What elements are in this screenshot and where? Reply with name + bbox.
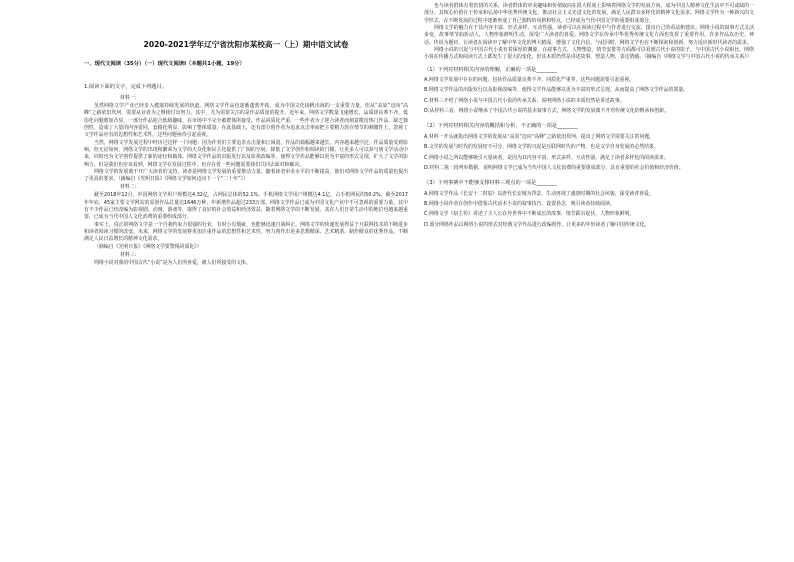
sub-question-1: （1）下列对材料相关内容的理解，正确的一项是________ <box>424 66 557 73</box>
option-b: B.网络小说作者在创作中借鉴古代话本小说的叙事技巧，设置悬念，吸引读者持续阅读。 <box>424 200 615 207</box>
material-3-paragraph: 网络文学的魅力在于其内容丰富、形式多样、互动性强，读者可以在阅读过程中与作者进行交流，提出自己的看法和建议。网络小说的叙事方式灵活多变，故事情节曲折动人，人物形象鲜明生动，深受广大读者的喜爱。网络文学在传承中华优秀传统文化方面也发挥了重要作用，许多作品以历史、神话、传说为题材，让读者在阅读中了解中华文化的博大精深，增强了文化自信。与此同时，网络文学也在不断探索和创新，努力适应新时代读者的需求。 <box>424 25 754 46</box>
option-d: D.从材料三看，网络小说继承了中国古代小说的基本叙事方式，网络文学的发展离不开对传统文化的继承和创新。 <box>424 108 669 115</box>
material-1-paragraph: 当然，网络文学发展过程中经历过这样一个问题：因为作者们主要追求点击量和订阅量，作品的篇幅越来越长，内容越来越空泛，作品质量受到影响。但无论如何，网络文学的出现和繁荣为文学的大众化和民主化提供了广阔的空间，降低了文学创作和阅读的门槛，让更多人可以参与到文学活动中来，同时也为文学创作提供了新的途径和载体。网络文学作品的出版发行以及影视改编等，使得文学作品能够以更为丰富的形式呈现，扩大了文学的影响力。但是我们也应该看到，网络文学在发展过程中，也存在着一些问题需要我们共同去面对和解决。 <box>84 139 408 168</box>
option-d: D.部分网络作品以网络小说的形式对经典文学作品进行改编创作，让更多的年轻读者了解中国传统文化。 <box>424 221 650 228</box>
material-1-paragraph: 网络文学的发展离不开广大读者的支持，读者是网络文学发展的重要推动力量。随着读者审美水平的不断提高，他们对网络文学作品的质量也提出了更高的要求。（摘编自《光明日报》《网络文学如何迈向下一个“二十年”》） <box>84 169 408 183</box>
sub-question-3: （3）下列事例中不能够支撑材料三观点的一项是________ <box>424 180 557 187</box>
option-a: A.网络文学作品《长安十二时辰》以唐代长安城为背景，生动再现了盛唐时期的社会风貌，深受读者喜爱。 <box>424 190 654 197</box>
option-a: A.材料一开头就指出网络文学的发展从“高原”迈向“高峰”之路依旧坎坷，提出了网络文学需要关注的问题。 <box>424 133 655 140</box>
exam-title: 2020-2021学年辽宁省沈阳市某校高一（上）期中语文试卷 <box>143 40 349 49</box>
material-2-paragraph: 截至2018年12月，中国网络文学用户规模达4.32亿，占网民总体的52.1%。手机网络文学用户规模达4.1亿，占手机网民的50.2%。截至2017年年底，45家主要文学网站的原创作品总量达1646万种，年新增作品超过233万部。网络文学作品已成为中国文化产业中不可忽视的重要力量，其中有不少作品已经改编为影视剧、动漫、游戏等，取得了良好的社会效益和经济效益。随着网络文学的不断发展，其在人们日常生活中的地位也越来越重要，已成为当代中国人文化消费的重要组成部分。 <box>84 192 408 221</box>
material-3-paragraph: 也与读者群体有着密切的关系，读者群体的审美趣味和价值取向在很大程度上影响着网络文学的发展方向。成为中国人精神文化生活中不可或缺的一部分。其核心价值在于传承和弘扬中华优秀传统文化，推动社会主义先进文化的发展，满足人民群众多样化的精神文化需求。网络文学作为一种新兴的文学形式，在不断发展的过程中逐渐形成了自己独特的风格和特点，已经成为当代中国文学的重要组成部分。 <box>424 3 754 24</box>
option-c: C.材料三介绍了网络小说与中国古代小说的传承关系，说明网络小说的本质仍然是讲述故事。 <box>424 97 625 104</box>
material-1-label: 材料一： <box>120 94 140 101</box>
right-column <box>424 0 754 232</box>
material-3-paragraph: 网络小说对我的中国古代“小说”是为人们所喜爱，被人们所接受的文体。 <box>94 260 251 267</box>
material-2-source: （摘编自《光明日报》《网络文学要警惕同质化》） <box>94 243 202 250</box>
left-column <box>84 0 408 268</box>
sub-question-2: （2）下列对材料相关内容的概括和分析，不正确的一项是________ <box>424 123 578 130</box>
option-b: B.网络文学作品的出版发行以及影视改编等，使得文学作品能够以更为丰富的形式呈现，从而提高了网络文学作品的质量。 <box>424 87 689 94</box>
option-c: C.网络文学《宿主传》讲述了主人公在异世界中不断成长的故事，情节跌宕起伏，人物形象鲜明。 <box>424 211 635 218</box>
material-3-label: 材料三： <box>120 251 140 258</box>
option-a: A.网络文学发展中存在的问题，包括作品质量良莠不齐、同质化严重等，这些问题需要引起重视。 <box>424 77 635 84</box>
option-b: B.文学的发展与时代的发展密不可分，网络文学的兴起是互联网时代的产物，也是文学自身发展的必然结果。 <box>424 144 659 151</box>
question-1: 1.阅读下面的文字，完成下列题目。 <box>84 84 167 91</box>
material-3-paragraph: 网络小说的兴起与中国古代小说有着深厚的渊源，在叙事方式、人物塑造、情节安排等方面都可以看到古代小说的影子。与中国古代小说相比，网络小说在传播方式和阅读方式上都发生了很大的变化，但其本质仍然是讲述故事、塑造人物、表达情感。（摘编自《网络文学与中国古代小说的传承关系》） <box>424 47 754 61</box>
option-c: C.网络小说之所以能够吸引大量读者，是因为其内容丰富、形式多样、互动性强，满足了读者多样化的阅读需求。 <box>424 154 669 161</box>
material-1-paragraph: 虽然网络文学产业已经步入健康持续发展的轨道，网络文学作品也逐渐蓬勃开拓，成为中国文化扬帆出海的一支重要力量，但从“高原”迈向“高峰”之路依旧坎坷，需要从业者为之继续付出努力。其中，尤为需要关注的是作品质量的提升。近年来，网络文学数量飞速增长，品质却良莠不齐，低俗化问题愈加凸显，一部分作品迎合低级趣味，在市场中不完全被群体所接受。作品同质化严重，一些作者为了迎合读者而刻意模仿热门作品，缺乏独创性，造成了大量的内容雷同，套路化明显，影响了整体质量。在此基础上，还有部分创作者为追求点击率而把主要精力放在情节的刺激性上，忽视了文学作品应有的思想性和艺术性。这些问题亟待引起重视。 <box>84 103 408 139</box>
material-2-paragraph: 事实上，真正的网络文学是一个自我约束力很强的行业，有时小有瑕疵，也能够迅速自我纠正。网络文学的快速发展得益于互联网技术的不断进步和读者阅读习惯的改变。未来，网络文学的发展将更加注重作品的思想性和艺术性，努力创作出更多思想精深、艺术精湛、制作精良的优秀作品，不断满足人民日益增长的精神文化需求。 <box>84 221 408 243</box>
material-2-label: 材料二： <box>120 183 140 190</box>
option-d: D.材料二第一段列举数据，说明网络文学已成为当代中国人文化消费的重要组成部分，具有重要的社会价值和经济价值。 <box>424 164 684 171</box>
section-heading: 一、现代文阅读（35分）（一）现代文阅读Ⅰ（本题共1小题，19分） <box>84 61 245 67</box>
